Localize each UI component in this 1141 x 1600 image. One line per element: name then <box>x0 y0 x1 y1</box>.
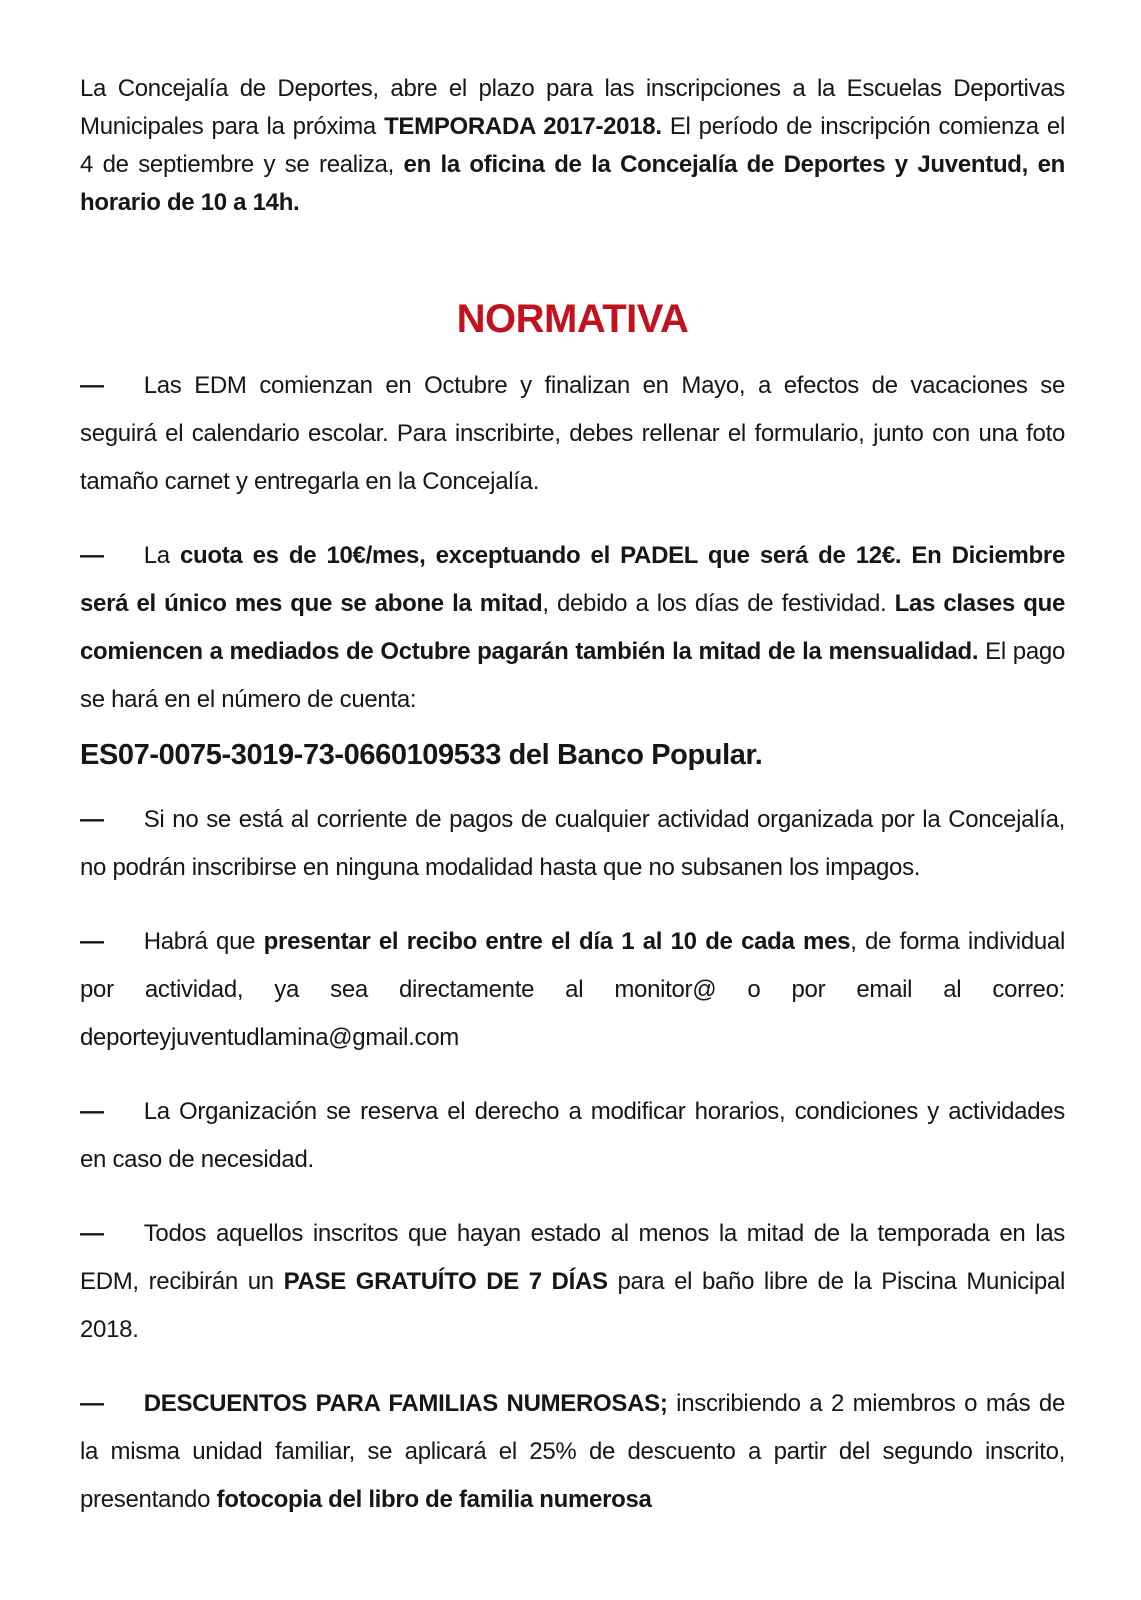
bullet-dash: — <box>80 1098 104 1125</box>
bullet-dash: — <box>80 542 104 569</box>
bullet-paragraph <box>80 1088 1065 1184</box>
bullet-paragraph <box>80 796 1065 892</box>
text-segment-bold: TEMPORADA 2017-2018. <box>384 113 662 140</box>
bullet-paragraph <box>80 1210 1065 1354</box>
bullet-dash: — <box>80 1220 104 1247</box>
bullet-dash: — <box>80 372 104 399</box>
text-segment-bold: Las clases que comiencen a mediados de Octubre pagarán también la mitad de la mensualidad. <box>80 590 1065 665</box>
text-segment-bold: fotocopia del libro de familia numerosa <box>216 1486 652 1513</box>
normativa-heading: NORMATIVA <box>456 297 689 341</box>
text-segment: Habrá que <box>143 928 264 955</box>
document-body <box>80 70 1065 1524</box>
text-segment: Todos aquellos inscritos que hayan estado al menos la mitad de la temporada en las EDM, recibirán un <box>80 1220 1065 1295</box>
account-number-line <box>80 732 1065 778</box>
text-segment: La Organización se reserva el derecho a modificar horarios, condiciones y actividades en caso de necesidad. <box>80 1098 1065 1173</box>
bullet-paragraph <box>80 532 1065 724</box>
bullet-paragraph <box>80 1380 1065 1524</box>
text-segment: inscribiendo a 2 miembros o más de la misma unidad familiar, se aplicará el 25% de descuento a partir del segundo inscrito, presentando <box>80 1390 1066 1513</box>
bullet-dash: — <box>80 928 104 955</box>
text-segment: La <box>143 542 180 569</box>
text-segment-bold: ES07-0075-3019-73-0660109533 del Banco Popular. <box>80 739 763 771</box>
intro-paragraph <box>80 70 1065 222</box>
text-segment: , debido a los días de festividad. <box>542 590 895 617</box>
text-segment-bold: PASE GRATUÍTO DE 7 DÍAS <box>283 1268 608 1295</box>
text-segment-bold: presentar el recibo entre el día 1 al 10 de cada mes <box>263 928 851 955</box>
bullet-paragraph <box>80 918 1065 1062</box>
text-segment: El período de inscripción comienza el 4 de septiembre y se realiza, <box>80 113 1065 178</box>
bullet-dash: — <box>80 806 104 833</box>
text-segment-bold: en la oficina de la Concejalía de Deportes y Juventud, en horario de 10 a 14h. <box>80 151 1065 216</box>
text-segment-bold: cuota es de 10€/mes, exceptuando el PADEL que será de 12€. En Diciembre será el único mes que se abone la mitad <box>80 542 1065 617</box>
text-segment: La Concejalía de Deportes, abre el plazo para las inscripciones a la Escuelas Deportivas Municipales para la próxima <box>80 75 1065 140</box>
text-segment: Las EDM comienzan en Octubre y finalizan en Mayo, a efectos de vacaciones se seguirá el calendario escolar. Para inscribirte, debes rellenar el formulario, junto con una foto tamaño carnet y entregarla en la Concejalía. <box>80 372 1065 495</box>
text-segment: para el baño libre de la Piscina Municipal 2018. <box>80 1268 1066 1343</box>
bullet-dash: — <box>80 1390 104 1417</box>
text-segment-bold: DESCUENTOS PARA FAMILIAS NUMEROSAS; <box>143 1390 668 1417</box>
text-segment: El pago se hará en el número de cuenta: <box>80 638 1065 713</box>
bullet-paragraph <box>80 362 1065 506</box>
text-segment: , de forma individual por actividad, ya sea directamente al monitor@ o por email al correo: deporteyjuventudlamina@gmail.com <box>80 928 1066 1051</box>
text-segment: Si no se está al corriente de pagos de cualquier actividad organizada por la Concejalía, no podrán inscribirse en ninguna modalidad hasta que no subsanen los impagos. <box>80 806 1065 881</box>
